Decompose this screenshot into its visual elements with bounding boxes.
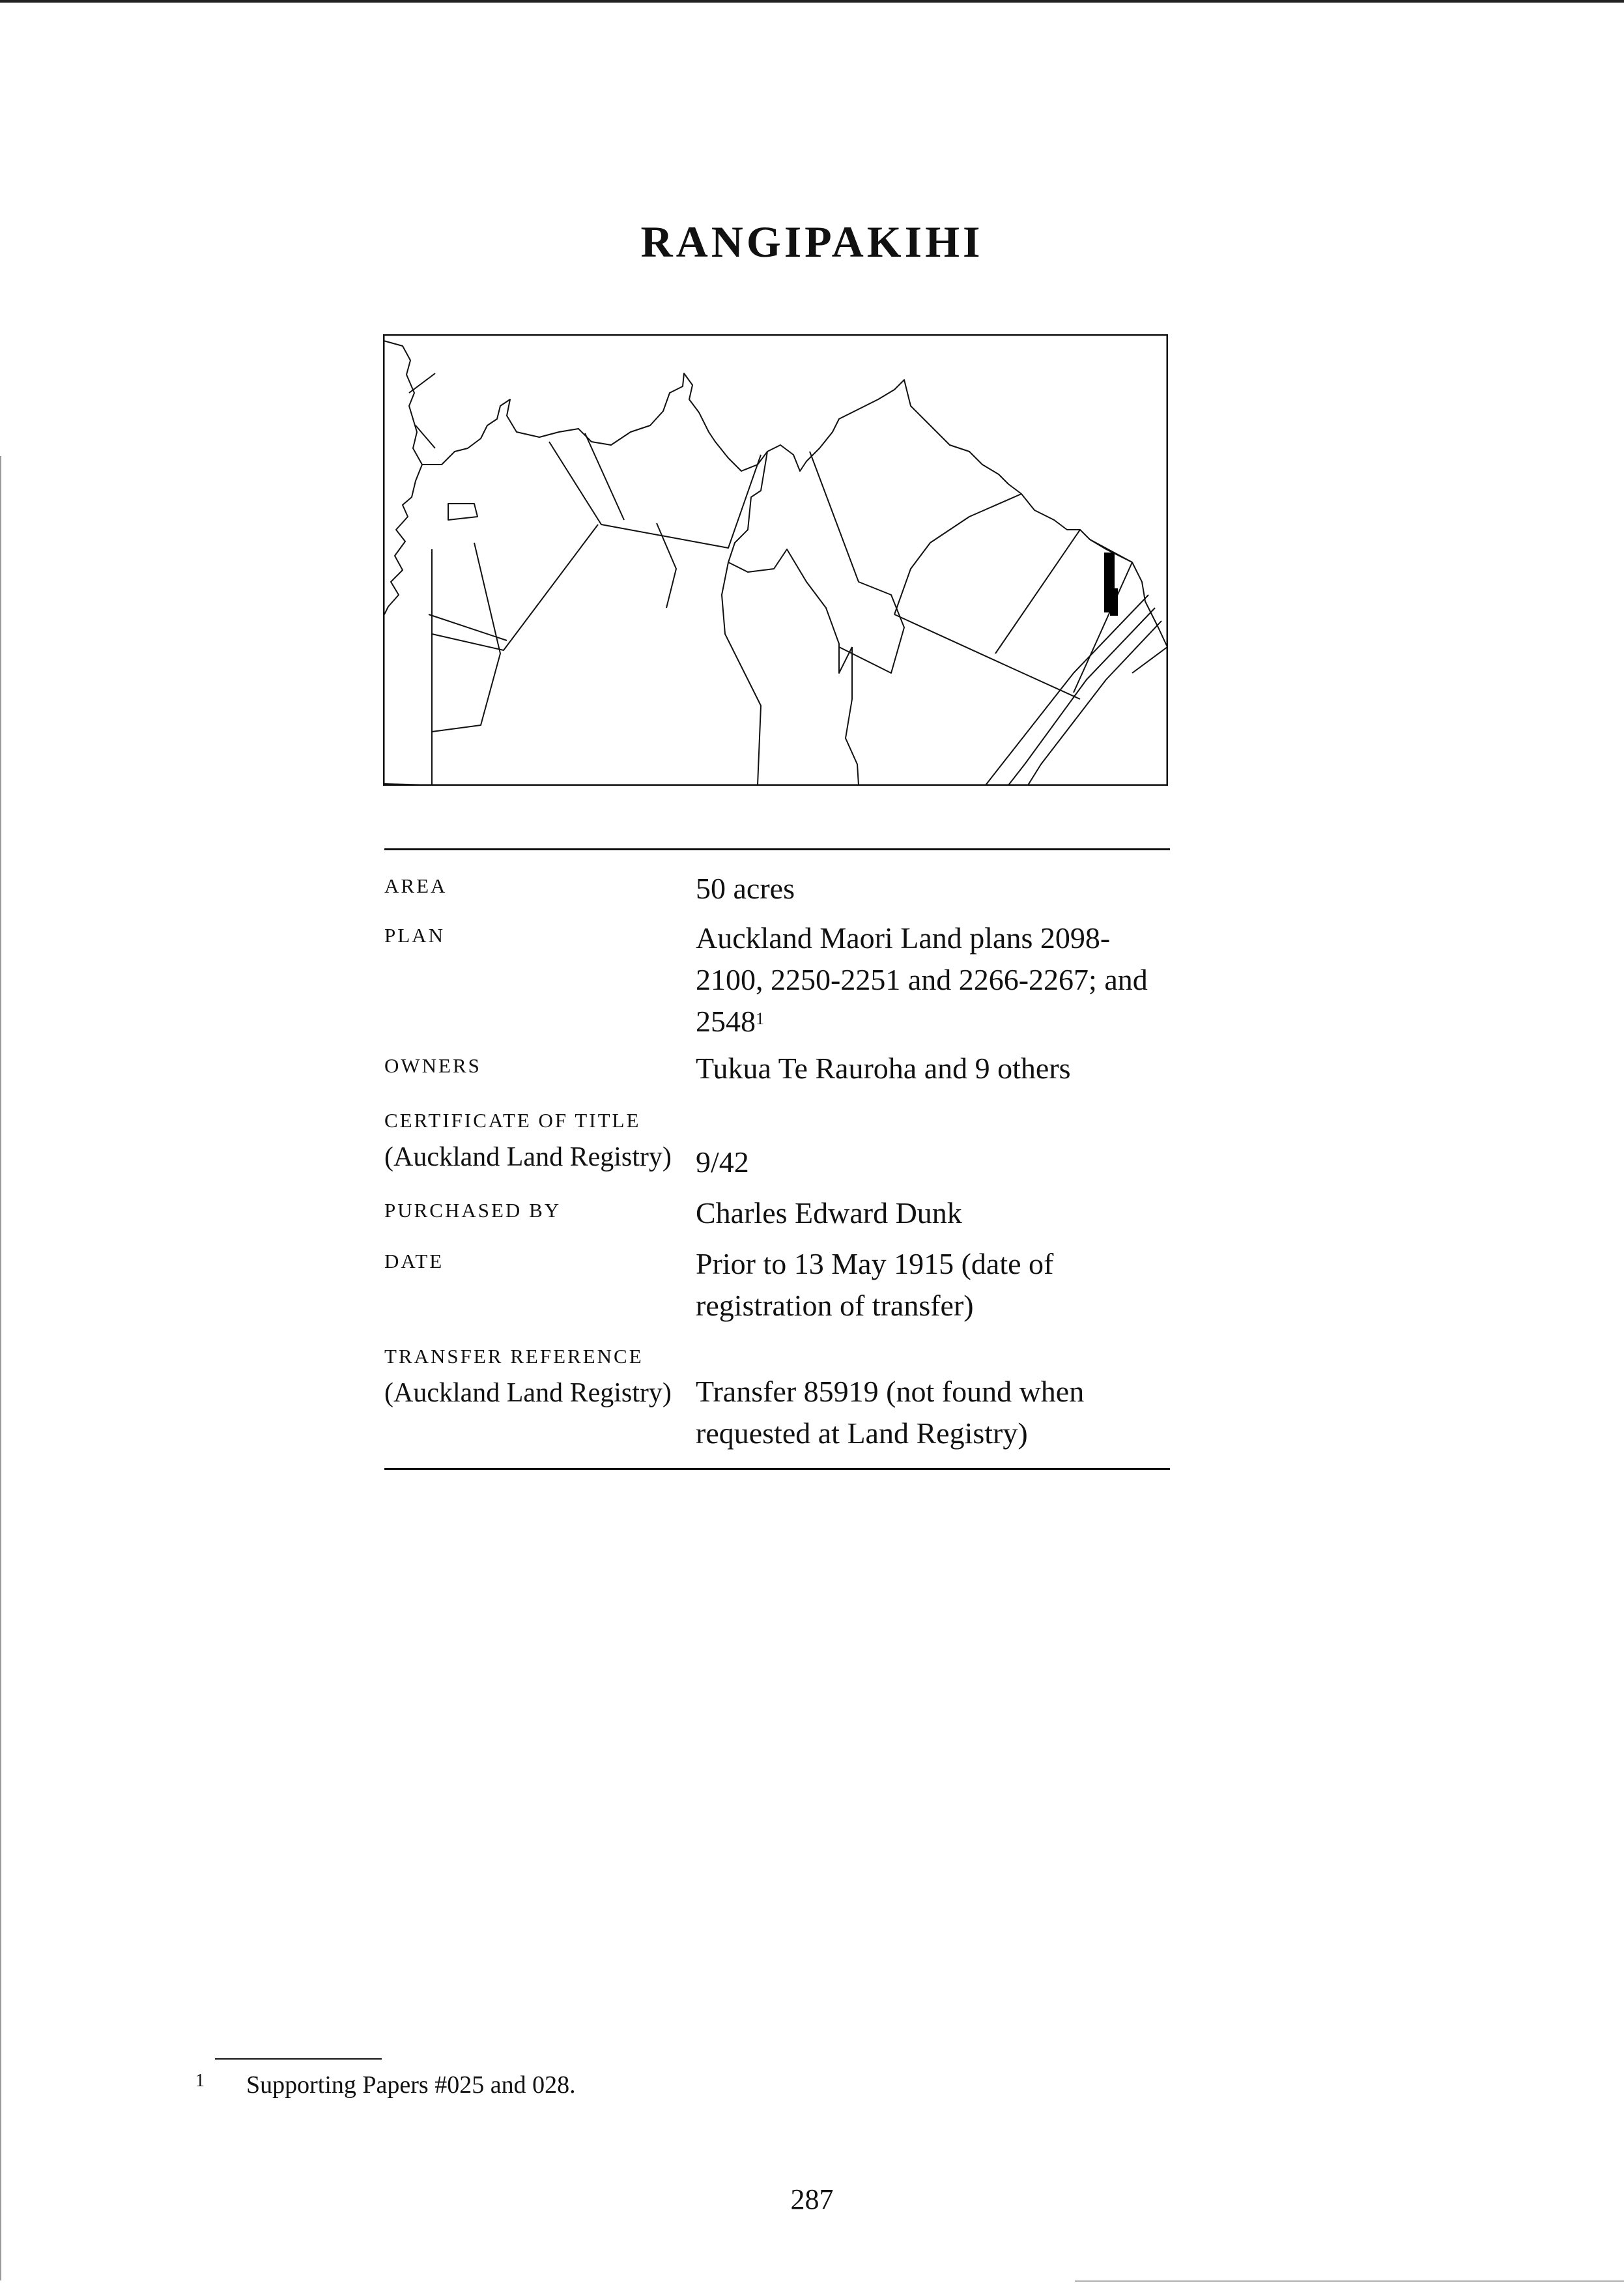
map-boundary [995,530,1080,654]
scan-edge-left [0,456,1,2280]
field-value: 50 acres [696,872,795,905]
date-line: registration of transfer) [696,1289,974,1322]
field-value [696,917,1178,1042]
map-boundary [894,494,1021,614]
field-label: PURCHASED BY [384,1199,562,1222]
map-boundary [728,452,852,673]
plan-line: Auckland Maori Land plans 2098- [696,921,1111,955]
field-sublabel: (Auckland Land Registry) [384,1378,672,1408]
map-coastline [422,373,1167,647]
footnote-reference: 1 [756,1009,764,1028]
field-value [696,1243,1178,1327]
scan-edge-bottom [1075,2280,1624,2282]
subject-block-highlight [1110,588,1118,616]
transfer-line: requested at Land Registry) [696,1416,1028,1450]
map-boundary [894,614,1080,699]
table-bottom-rule [384,1468,1170,1470]
footnote-text: Supporting Papers #025 and 028. [246,2071,576,2099]
field-label: AREA [384,874,448,897]
page-title: RANGIPAKIHI [640,217,984,266]
map-boundary [429,614,507,640]
map-boundary [810,452,904,673]
map-boundary [448,504,477,520]
map-boundary [1008,608,1155,785]
map-boundary [432,543,500,732]
map-boundary [986,595,1148,785]
map-boundary [722,562,761,785]
field-value [696,1371,1178,1454]
field-value: Tukua Te Rauroha and 9 others [696,1052,1071,1085]
plan-line: 2100, 2250-2251 and 2266-2267; and [696,963,1148,996]
page-number: 287 [790,2183,834,2215]
map-boundary [409,373,435,393]
scan-edge-top [0,0,1624,3]
footnote-number: 1 [195,2071,205,2091]
transfer-line: Transfer 85919 (not found when [696,1375,1085,1408]
plan-line-text: 2548 [696,1005,756,1038]
map-boundary [416,425,435,448]
field-label: CERTIFICATE OF TITLE [384,1109,641,1132]
plan-line [696,1001,1178,1042]
map-boundary [1132,647,1167,673]
field-value: 9/42 [696,1145,749,1179]
field-label: TRANSFER REFERENCE [384,1345,644,1368]
date-line: Prior to 13 May 1915 (date of [696,1247,1054,1280]
field-label: PLAN [384,924,445,947]
field-sublabel: (Auckland Land Registry) [384,1142,672,1172]
map-coastline [384,341,422,614]
footnote-rule [215,2058,382,2060]
map-boundary [846,647,859,785]
map-frame [384,335,1167,785]
map-boundary [1074,562,1132,693]
map-boundary [432,525,598,650]
field-value: Charles Edward Dunk [696,1196,962,1229]
field-label: OWNERS [384,1054,481,1077]
field-label: DATE [384,1250,444,1272]
table-top-rule [384,848,1170,850]
location-map [383,334,1168,786]
map-boundary [549,442,761,548]
